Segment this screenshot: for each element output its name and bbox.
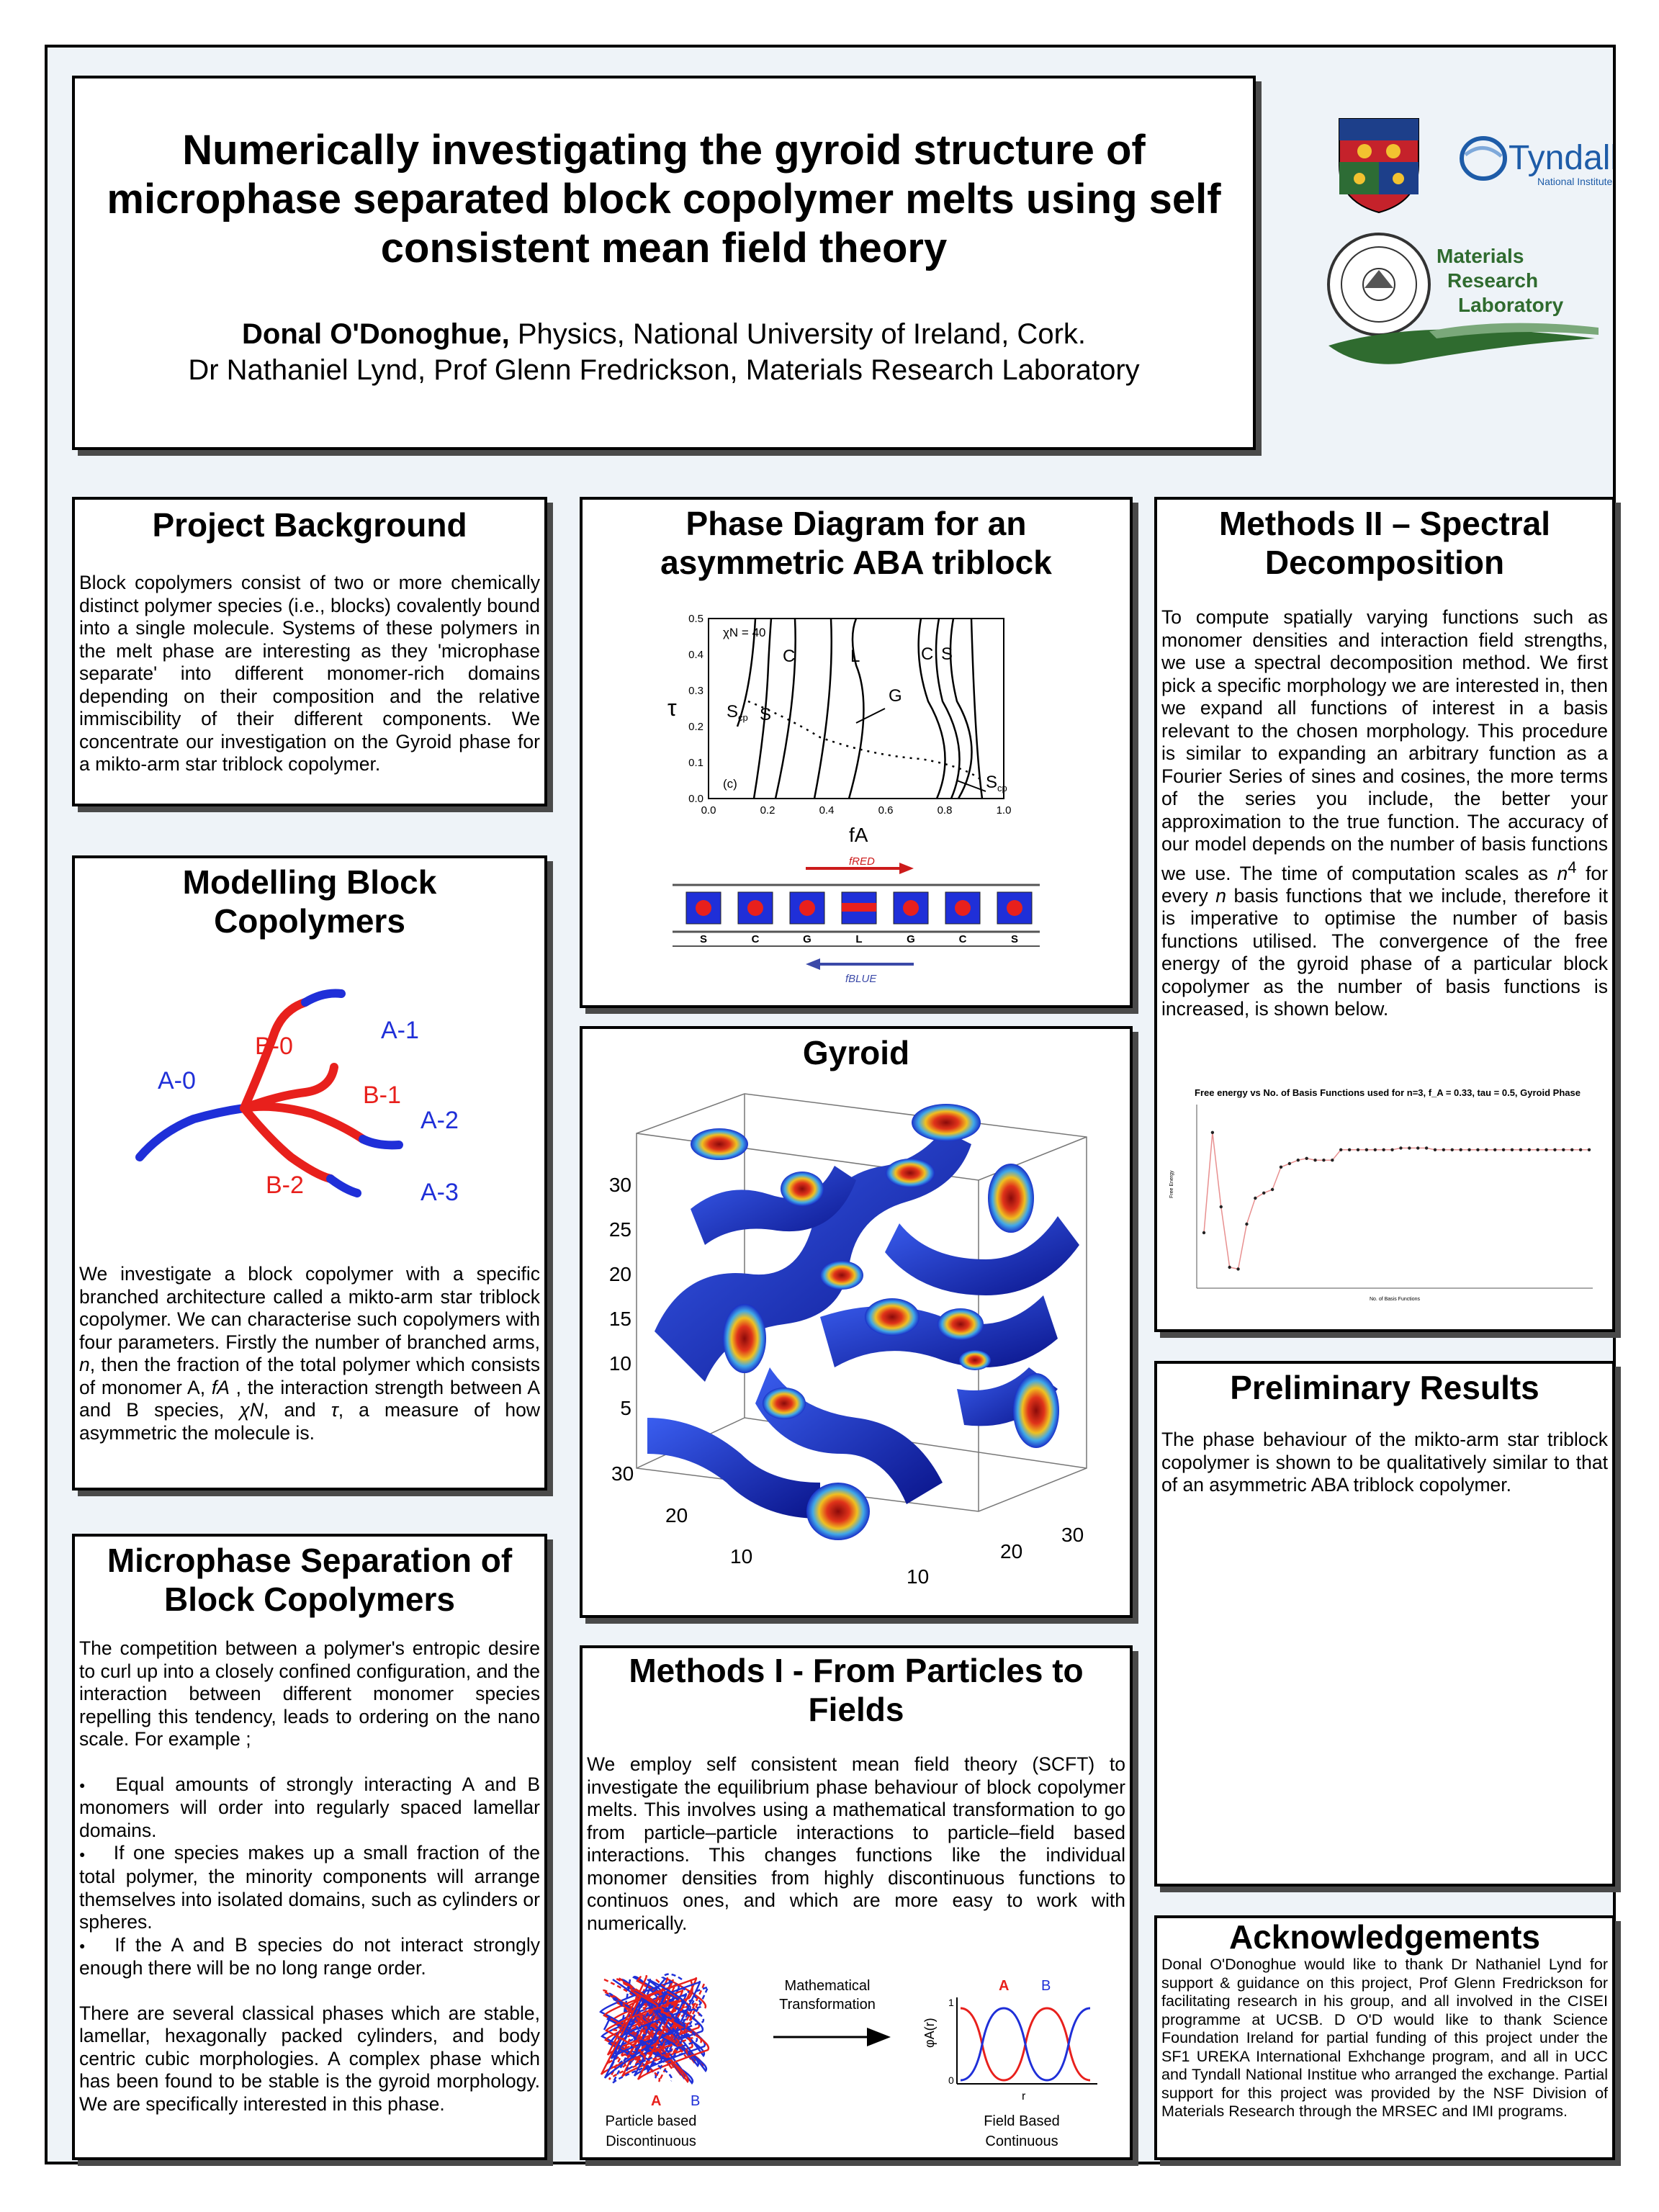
- gyroid-z-10: 10: [608, 1352, 631, 1375]
- modelling-heading-line-1: Modelling Block: [182, 863, 437, 901]
- results-text: The phase behaviour of the mikto-arm star triblock copolymer is shown to be qualitatively similar to that of an asymmetric ABA triblock copolymer.: [1161, 1429, 1608, 1496]
- ack-heading: Acknowledgements: [1229, 1918, 1540, 1956]
- particle-caption-1: Particle based: [605, 2113, 697, 2129]
- morphology-label: G: [803, 933, 811, 945]
- free-energy-line: [1204, 1133, 1589, 1269]
- bullet-text-2: If one species makes up a small fraction of the total polymer, the minority components will arrange themselves into isolated domains, such as cylinders or spheres.: [79, 1842, 540, 1933]
- region-s: S: [760, 705, 772, 724]
- morphology-label: C: [751, 933, 760, 945]
- morphology-label: C: [958, 933, 967, 945]
- lamella-layer: [842, 903, 876, 912]
- project-background-text: Block copolymers consist of two or more chemically distinct polymer species (i.e., blocks) covalently bound into a single molecule. Systems of these polymers in the melt phase are interesting as they 'microphase separate' into different monomer-rich domains depending on their composition and the relative immiscibility of their different components. We concentrate our investigation on the Gyroid phase for a mikto-arm star triblock copolymer.: [79, 572, 540, 775]
- gyroid-z-15: 15: [608, 1308, 631, 1330]
- gyroid-y-10: 10: [907, 1565, 930, 1588]
- morphology-domain: [747, 900, 763, 916]
- gyroid-x-20: 20: [665, 1504, 688, 1527]
- gyroid-y-30: 30: [1061, 1524, 1084, 1546]
- arm-label-a2: A-2: [421, 1107, 459, 1134]
- microphase-bullet-2: ● If one species makes up a small fraction of the total polymer, the minority components will arrange themselves into isolated domains, such as cylinders or spheres.: [79, 1842, 540, 1933]
- title-box: [72, 76, 1256, 450]
- region-scp-right-main: S: [986, 773, 998, 792]
- mrl-line-2: Research: [1447, 269, 1539, 292]
- modelling-text-3: , the interaction strength between A and B species,: [79, 1376, 540, 1421]
- tyndall-wordmark: Tyndall: [1509, 139, 1613, 177]
- xtick-3: 0.6: [878, 804, 894, 817]
- authors: [75, 316, 1253, 388]
- free-energy-point: [1399, 1146, 1402, 1149]
- free-energy-point: [1536, 1148, 1539, 1151]
- morphology-label: L: [855, 933, 863, 945]
- free-energy-point: [1280, 1166, 1282, 1169]
- phase-x-label: fA: [849, 824, 868, 846]
- region-scp-left: [727, 702, 748, 723]
- arm-label-a1: A-1: [381, 1017, 419, 1044]
- modelling-box: [72, 855, 547, 1491]
- tyndall-logo: [1458, 126, 1613, 198]
- gyroid-x-10: 10: [730, 1545, 753, 1568]
- microphase-bullet-3: ● If the A and B species do not interact strongly enough there will be no long range order.: [79, 1933, 540, 1979]
- microphase-heading-line-2: Block Copolymers: [164, 1581, 455, 1618]
- free-energy-point: [1485, 1148, 1488, 1151]
- field-caption-2: Continuous: [985, 2134, 1058, 2149]
- modelling-text-1: We investigate a block copolymer with a specific branched architecture called a mikto-arm star triblock copolymer. We can characterise such copolymers with four parameters. Firstly the number of branched arms,: [79, 1263, 540, 1353]
- title-line-3: consistent mean field theory: [380, 225, 948, 271]
- free-energy-point: [1545, 1148, 1547, 1151]
- free-energy-point: [1228, 1266, 1231, 1269]
- free-energy-point: [1467, 1148, 1470, 1151]
- region-scp-left-main: S: [727, 702, 739, 721]
- gyroid-z-5: 5: [620, 1397, 631, 1419]
- gyroid-heading: Gyroid: [802, 1034, 910, 1071]
- free-energy-point: [1390, 1148, 1393, 1151]
- region-c-right: C: [921, 644, 934, 664]
- arm-label-b0: B-0: [255, 1033, 293, 1060]
- modelling-text: [79, 1263, 540, 1444]
- region-s-right: S: [941, 644, 953, 664]
- gyroid-render: [583, 1079, 1130, 1612]
- mrl-line-3: Laboratory: [1458, 294, 1564, 316]
- symbol-tau: τ: [331, 1399, 338, 1421]
- mrl-logo: [1314, 238, 1602, 367]
- field-label-a: A: [999, 1978, 1010, 1994]
- region-l: L: [850, 647, 860, 666]
- chart-title: Free energy vs No. of Basis Functions used for n=3, f_A = 0.33, tau = 0.5, Gyroid Phase: [1195, 1087, 1581, 1098]
- methods2-box: [1154, 497, 1615, 1332]
- field-label-b: B: [1041, 1978, 1051, 1994]
- ytick-3: 0.3: [688, 685, 703, 697]
- free-energy-point: [1365, 1148, 1368, 1151]
- ytick-1: 0.1: [688, 757, 703, 769]
- gyroid-box: [580, 1026, 1133, 1618]
- methods2-heading-line-2: Decomposition: [1264, 544, 1505, 581]
- methods1-heading-line-1: Methods I - From Particles to: [629, 1652, 1084, 1689]
- transform-label-1: Mathematical: [784, 1978, 871, 1994]
- morphology-domain: [903, 900, 919, 916]
- free-energy-point: [1357, 1148, 1359, 1151]
- free-energy-point: [1202, 1231, 1205, 1234]
- free-energy-point: [1476, 1148, 1479, 1151]
- phase-diagram-heading-line-2: asymmetric ABA triblock: [660, 544, 1052, 581]
- mikto-arm-diagram: [75, 959, 544, 1262]
- gyroid-x-30: 30: [611, 1462, 634, 1485]
- morphology-label: S: [1010, 933, 1019, 945]
- particle-label-b: B: [691, 2093, 701, 2109]
- free-energy-point: [1382, 1148, 1385, 1151]
- tyndall-subtitle: National Institute: [1537, 176, 1613, 187]
- title-line-1: Numerically investigating the gyroid structure of: [182, 127, 1146, 174]
- xtick-4: 0.8: [937, 804, 953, 817]
- poster-title: [75, 126, 1253, 273]
- free-energy-point: [1374, 1148, 1377, 1151]
- free-energy-point: [1519, 1148, 1522, 1151]
- transform-label-2: Transformation: [779, 1997, 876, 2013]
- symbol-chin: χN: [239, 1399, 264, 1421]
- xtick-5: 1.0: [996, 804, 1012, 817]
- phase-diagram-plot: [583, 593, 1130, 997]
- microphase-body: [79, 1637, 540, 2116]
- ytick-5: 0.5: [688, 613, 703, 625]
- project-background-heading: Project Background: [152, 506, 467, 544]
- free-energy-point: [1570, 1148, 1573, 1151]
- free-energy-point: [1588, 1148, 1591, 1151]
- methods2-text: [1161, 606, 1608, 1021]
- gyroid-y-20: 20: [1000, 1540, 1023, 1563]
- free-energy-point: [1528, 1148, 1531, 1151]
- methods1-heading: [583, 1651, 1130, 1729]
- xtick-2: 0.4: [819, 804, 835, 817]
- free-energy-point: [1211, 1131, 1214, 1134]
- free-energy-point: [1322, 1159, 1325, 1161]
- xtick-1: 0.2: [760, 804, 775, 817]
- f-blue-label: fBLUE: [845, 973, 877, 985]
- r-label: r: [1022, 2090, 1026, 2103]
- gyroid-z-20: 20: [608, 1263, 631, 1285]
- arm-label-b1: B-1: [363, 1082, 401, 1109]
- modelling-text-2: , then the fraction of the total polymer which consists of monomer A,: [79, 1354, 540, 1398]
- morphology-domain: [696, 900, 711, 916]
- free-energy-point: [1245, 1223, 1248, 1226]
- free-energy-point: [1459, 1148, 1462, 1151]
- methods2-text-3: basis functions that we include, therefore it is imperative to optimise the number of basis functions utilised. The convergence of the free energy of the gyroid phase of a particular block copolymer as the number of basis functions is increased, is shown below.: [1161, 884, 1608, 1020]
- free-energy-point: [1262, 1192, 1265, 1195]
- symbol-n-basis: n: [1215, 884, 1227, 907]
- particle-caption-2: Discontinuous: [606, 2134, 696, 2149]
- free-energy-point: [1425, 1146, 1428, 1149]
- symbol-sup4: 4: [1568, 858, 1577, 876]
- free-energy-point: [1579, 1148, 1582, 1151]
- free-energy-point: [1297, 1159, 1300, 1161]
- free-energy-point: [1434, 1148, 1437, 1151]
- bullet-text-1: Equal amounts of strongly interacting A and B monomers will order into regularly spaced lamellar domains.: [79, 1773, 540, 1841]
- transform-arrow: [867, 2028, 891, 2046]
- symbol-fa: fA: [211, 1376, 230, 1398]
- free-energy-point: [1511, 1148, 1514, 1151]
- title-line-2: microphase separated block copolymer melts using self: [107, 176, 1221, 222]
- free-energy-point: [1339, 1148, 1342, 1151]
- phi-tick-1: 1: [948, 1997, 954, 2008]
- phase-diagram-heading: [583, 504, 1130, 582]
- region-g: G: [889, 686, 902, 706]
- morphology-label: G: [907, 933, 915, 945]
- phase-diagram-heading-line-1: Phase Diagram for an: [685, 505, 1027, 542]
- symbol-n4: n: [1557, 862, 1568, 884]
- f-red-label: fRED: [849, 855, 875, 868]
- morphology-domain: [955, 900, 971, 916]
- methods2-heading: [1157, 504, 1612, 582]
- arm-label-a3: A-3: [421, 1179, 459, 1206]
- free-energy-chart: [1157, 1083, 1612, 1306]
- free-energy-point: [1288, 1162, 1291, 1165]
- mrl-line-1: Materials: [1437, 245, 1524, 267]
- project-background-box: [72, 497, 547, 806]
- nui-crest-logo: [1332, 115, 1426, 216]
- phase-diagram-box: [580, 497, 1133, 1008]
- particle-label-a: A: [651, 2093, 662, 2109]
- modelling-heading-line-2: Copolymers: [214, 902, 405, 940]
- free-energy-point: [1331, 1159, 1334, 1161]
- free-energy-point: [1442, 1148, 1445, 1151]
- free-energy-point: [1220, 1205, 1223, 1208]
- results-heading: Preliminary Results: [1230, 1369, 1539, 1406]
- modelling-text-4: , and: [264, 1399, 331, 1421]
- ack-box: [1154, 1915, 1615, 2160]
- phi-label: φA(r): [922, 2018, 937, 2048]
- arm-label-a0: A-0: [158, 1067, 196, 1094]
- free-energy-point: [1451, 1148, 1454, 1151]
- symbol-n: n: [79, 1354, 90, 1375]
- ack-text: Donal O'Donoghue would like to thank Dr Nathaniel Lynd for support & guidance on this project, Prof Glenn Fredrickson for facilitating research in his group, and all involved in the CISEI programme at UCSB. D O'D would like to thank Science Foundation Ireland for partial funding of this project under the SF1 UREKA International Exhchange program, and all in UCC and Tyndall National Institue who arranged the exchange. Partial support for this project was provided by the NSF Division of Materials Research through the MRSEC and IMI programs.: [1161, 1956, 1608, 2120]
- free-energy-point: [1562, 1148, 1565, 1151]
- phase-y-label: τ: [667, 695, 677, 721]
- methods1-box: [580, 1645, 1133, 2160]
- chin-label: χN = 40: [723, 626, 766, 639]
- methods2-text-2: for every: [1161, 862, 1608, 907]
- methods1-heading-line-2: Fields: [808, 1691, 904, 1728]
- gyroid-z-30: 30: [608, 1174, 631, 1196]
- author-name: Donal O'Donoghue,: [242, 318, 510, 350]
- chart-ylabel: Free Energy: [1169, 1170, 1174, 1198]
- ytick-2: 0.2: [688, 721, 703, 733]
- panel-label: (c): [723, 777, 737, 791]
- field-caption-1: Field Based: [984, 2113, 1060, 2129]
- methods2-text-1: To compute spatially varying functions such as monomer densities and interaction field strengths, we use a spectral decomposition method. We first pick a specific morphology we are interested in, then we expand all functions of interest in a basis relevant to the chosen morphology. This procedure is similar to expanding an arbitrary function as a Fourier Series of sines and cosines, the more terms of the series you include, the better your approximation to the true function. The accuracy of our model depends on the number of basis functions we use. The time of computation scales as: [1161, 606, 1608, 884]
- free-energy-point: [1493, 1148, 1496, 1151]
- author-affiliation: Physics, National University of Ireland, Cork.: [509, 318, 1086, 350]
- arm-label-b2: B-2: [266, 1172, 304, 1199]
- results-box: [1154, 1361, 1615, 1887]
- region-c-left: C: [783, 647, 796, 666]
- modelling-heading: [75, 863, 544, 940]
- free-energy-point: [1553, 1148, 1556, 1151]
- morphology-strip: [673, 855, 1040, 985]
- free-energy-point: [1502, 1148, 1505, 1151]
- phi-tick-0: 0: [948, 2074, 954, 2086]
- free-energy-point: [1416, 1146, 1419, 1149]
- coauthors: Dr Nathaniel Lynd, Prof Glenn Fredrickson, Materials Research Laboratory: [188, 354, 1140, 386]
- morphology-domain: [799, 900, 815, 916]
- free-energy-point: [1271, 1188, 1274, 1191]
- microphase-bullet-1: ● Equal amounts of strongly interacting A and B monomers will order into regularly spaced lamellar domains.: [79, 1773, 540, 1841]
- morphology-label: S: [699, 933, 708, 945]
- microphase-heading-line-1: Microphase Separation of: [107, 1542, 513, 1579]
- microphase-outro: There are several classical phases which are stable, lamellar, hexagonally packed cylinders, and body centric cubic morphologies. A complex phase which has been found to be stable is the gyroid morphology. We are specifically interested in this phase.: [79, 2002, 540, 2115]
- methods2-heading-line-1: Methods II – Spectral: [1218, 505, 1551, 542]
- ytick-4: 0.4: [688, 649, 703, 661]
- microphase-intro: The competition between a polymer's entropic desire to curl up into a closely confined configuration, and the interaction between different monomer species repelling this tendency, leads to ordering on the nano scale. For example ;: [79, 1637, 540, 1750]
- free-energy-point: [1254, 1197, 1256, 1200]
- methods1-text: We employ self consistent mean field theory (SCFT) to investigate the equilibrium phase behaviour of block copolymer melts. This involves using a mathematical transformation to go from particle–particle interactions to particle–field based interactions. This changes functions like the individual monomer densities from highly discontinuous functions to continuos ones, and which are more easy to work with numerically.: [587, 1753, 1125, 1934]
- chart-xlabel: No. of Basis Functions: [1369, 1297, 1421, 1302]
- microphase-box: [72, 1534, 547, 2160]
- free-energy-point: [1313, 1159, 1316, 1161]
- particle-field-diagram: [583, 1969, 1130, 2156]
- bullet-text-3: If the A and B species do not interact strongly enough there will be no long range order.: [79, 1933, 540, 1979]
- microphase-heading: [75, 1541, 544, 1619]
- modelling-text-5: , a measure of how asymmetric the molecule is.: [79, 1399, 540, 1444]
- region-scp-right-sub: cp: [997, 783, 1007, 793]
- gyroid-z-25: 25: [608, 1218, 631, 1241]
- morphology-domain: [1007, 900, 1022, 916]
- free-energy-point: [1408, 1146, 1411, 1149]
- region-scp-left-sub: cp: [738, 712, 748, 723]
- free-energy-point: [1236, 1267, 1239, 1270]
- xtick-0: 0.0: [701, 804, 716, 817]
- ytick-0: 0.0: [688, 793, 703, 805]
- free-energy-point: [1305, 1157, 1308, 1160]
- free-energy-point: [1348, 1148, 1351, 1151]
